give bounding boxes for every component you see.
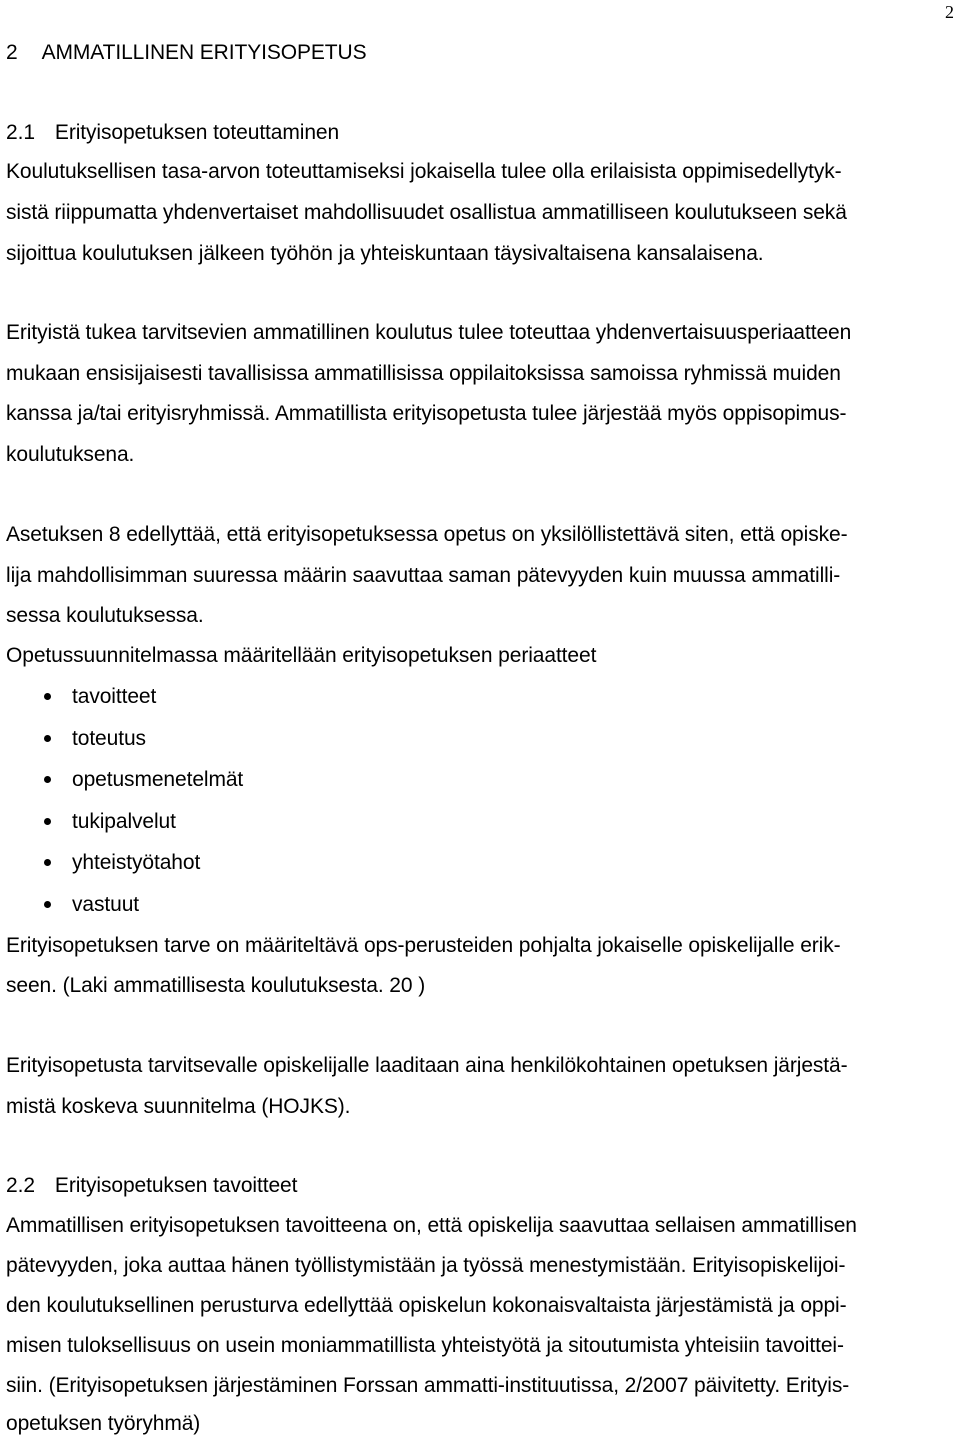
- chapter-heading: [6, 41, 367, 65]
- bullet-icon: [44, 735, 51, 742]
- text-line: sessa koulutuksessa.: [6, 604, 204, 627]
- list-item-label: vastuut: [72, 893, 140, 916]
- bullet-icon: [44, 693, 51, 700]
- text-line: Koulutuksellisen tasa-arvon toteuttamiseksi jokaisella tulee olla erilaisista oppimisedellytyk-: [6, 160, 842, 183]
- text-line: kanssa ja/tai erityisryhmissä. Ammatillista erityisopetusta tulee järjestää myös oppisopimus-: [6, 402, 847, 425]
- text-line: mukaan ensisijaisesti tavallisissa ammatillisissa oppilaitoksissa samoissa ryhmissä muiden: [6, 362, 841, 385]
- text-line: misen tuloksellisuus on usein moniammatillista yhteistyötä ja sitoutumista yhteisiin tavoittei-: [6, 1334, 844, 1357]
- text-line: lija mahdollisimman suuressa määrin saavuttaa saman pätevyyden kuin muussa ammatilli-: [6, 564, 841, 587]
- list-item-label: tavoitteet: [72, 685, 157, 708]
- bullet-icon: [44, 818, 51, 825]
- list-item-label: toteutus: [72, 727, 146, 750]
- text-line: Erityisopetusta tarvitsevalle opiskelijalle laaditaan aina henkilökohtainen opetuksen järjestä-: [6, 1054, 848, 1077]
- text-line: Erityistä tukea tarvitsevien ammatillinen koulutus tulee toteuttaa yhdenvertaisuusperiaatteen: [6, 321, 852, 344]
- section-title: Erityisopetuksen tavoitteet: [54, 1174, 298, 1197]
- list-item-label: yhteistyötahot: [72, 851, 201, 874]
- section-title: Erityisopetuksen toteuttaminen: [54, 121, 340, 144]
- section-heading-2-2: [6, 1174, 297, 1198]
- paragraph-opetussuunnitelma: Opetussuunnitelmassa määritellään erityisopetuksen periaatteet: [6, 644, 597, 667]
- section-heading-2-1: [6, 121, 339, 145]
- text-line: Erityisopetuksen tarve on määriteltävä ops-perusteiden pohjalta jokaiselle opiskelijalle erik-: [6, 934, 841, 957]
- bullet-icon: [44, 776, 51, 783]
- bullet-icon: [44, 859, 51, 866]
- chapter-number: 2: [6, 41, 18, 64]
- list-item-label: opetusmenetelmät: [72, 768, 244, 791]
- list-item-label: tukipalvelut: [72, 810, 176, 833]
- text-line: pätevyyden, joka auttaa hänen työllistymistään ja työssä menestymistään. Erityisopiskelijoi-: [6, 1254, 846, 1277]
- page-number: 2: [945, 2, 954, 22]
- text-line: Asetuksen 8 edellyttää, että erityisopetuksessa opetus on yksilöllistettävä siten, että opiske-: [6, 523, 848, 546]
- text-line: seen. (Laki ammatillisesta koulutuksesta. 20 ): [6, 974, 426, 997]
- text-line: sijoittua koulutuksen jälkeen työhön ja yhteiskuntaan täysivaltaisena kansalaisena.: [6, 242, 764, 265]
- chapter-title: AMMATILLINEN ERITYISOPETUS: [41, 41, 367, 64]
- section-number: 2.2: [6, 1174, 35, 1197]
- text-line: opetuksen työryhmä): [6, 1412, 201, 1435]
- section-number: 2.1: [6, 121, 35, 144]
- bullet-icon: [44, 901, 51, 908]
- text-line: mistä koskeva suunnitelma (HOJKS).: [6, 1095, 351, 1118]
- text-line: sistä riippumatta yhdenvertaiset mahdollisuudet osallistua ammatilliseen koulutukseen sekä: [6, 201, 847, 224]
- text-line: den koulutuksellinen perusturva edellyttää opiskelun kokonaisvaltaista järjestämistä ja oppi-: [6, 1294, 847, 1317]
- text-line: koulutuksena.: [6, 443, 135, 466]
- text-line: siin. (Erityisopetuksen järjestäminen Forssan ammatti-instituutissa, 2/2007 päivitetty. Erityis-: [6, 1374, 850, 1397]
- text-line: Ammatillisen erityisopetuksen tavoitteena on, että opiskelija saavuttaa sellaisen ammatillisen: [6, 1214, 857, 1237]
